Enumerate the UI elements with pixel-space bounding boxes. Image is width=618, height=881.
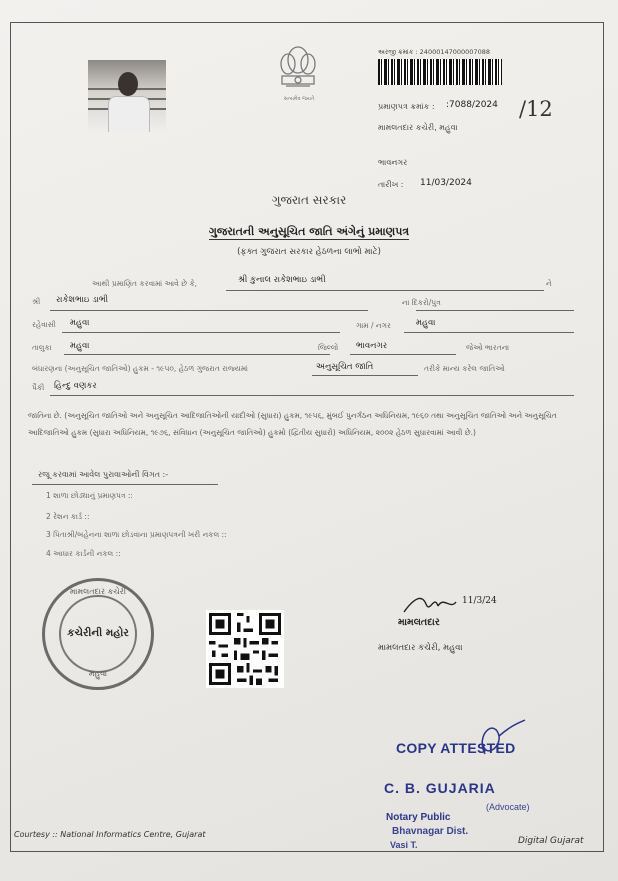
seal-top-text: મામલતદાર કચેરી [69,587,127,596]
evidence-item: 4 આધાર કાર્ડની નકલ :: [46,549,121,558]
officer-office: મામલતદાર કચેરી, મહુવા [378,643,463,653]
barcode [378,59,502,85]
certify-prefix: આથી પ્રમાણિત કરવામાં આવે છે કે, [92,279,198,288]
district-label: જિલ્લો [318,343,339,352]
notary-title: Notary Public [386,812,451,823]
constitution-suffix: તરીકે માન્ય કરેલ જાતિઓ [424,364,505,373]
notary-name: C. B. GUJARIA [384,780,496,796]
residence-label: રહેવાસી [32,320,56,329]
caste-category: અનુસૂચિત જાતિ [316,362,374,372]
copy-attested-stamp: COPY ATTESTED [396,740,516,756]
notary-role: (Advocate) [486,802,530,812]
notary-location: Bhavnagar Dist. [392,826,469,837]
footer-courtesy: Courtesy :: National Informatics Centre, Gujarat [14,830,206,839]
issuing-district: ભાવનગર [378,158,408,167]
district: ભાવનગર [356,341,388,351]
application-number: અરજી ક્રમાંક : 24000147000007088 [378,48,490,56]
father-name: રાકેશભાઇ ડાભી [56,295,109,305]
evidence-title: રજૂ કરવામાં આવેલ પુરાવાઓની વિગત :- [38,470,169,479]
which-label: જેઓ ભારતના [466,343,510,352]
evidence-item: 1 શાળા છોડ્યાનું પ્રમાણપત્ર :: [46,491,133,500]
taluka-label: તાલુકા [32,343,52,352]
certificate-title: ગુજરાતની અનુસૂચિત જાતિ અંગેનું પ્રમાણપત્ર [208,225,410,238]
seal-bottom-text: મહુવા [88,669,108,678]
legal-paragraph: જાતિના છે. (અનુસૂચિત જાતિઓ અને અનુસૂચિત આદિજાતિઓની યાદીઓ (સુધારા) હુકમ, ૧૯૫૬, મુંબઈ પુનર્ગઠન અધિનિયમ, ૧૯૬૦ તથા અનુસૂચિત જાતિઓ અને અનુસૂચિત આદિજાતિઓ હુકમ (સુધારા અધિનિયમ, ૧૯૭૬, સંવિધાન (અનુસૂચિત જાતિઓ) હુકમો (દ્વિતીય સુધારો) અધિનિયમ, ૨૦૦૨ હેઠળ સુધારવામાં આવી છે.) [28,411,557,437]
village: મહુવા [416,318,436,328]
applicant-photo [88,60,166,132]
evidence-item: 3 પિતાશ્રી/બહેનના શાળા છોડવાના પ્રમાણપત્રની ખરી નકલ :: [46,530,227,539]
date-label: તારીખ : [378,180,404,189]
qr-code [206,610,284,688]
residence: મહુવા [70,318,90,328]
applicant-name: શ્રી કુનાલ રાકેશભાઇ ડાભી [238,275,326,285]
footer-brand: Digital Gujarat [518,836,584,846]
constitution-prefix: બંધારણના (અનુસૂચિત જાતિઓ) હુકમ - ૧૯૫૦, હેઠળ ગુજરાત રાજ્યમાં [32,364,248,373]
certificate-number: :7088/2024 [446,100,498,110]
issue-date: 11/03/2024 [420,178,472,188]
taluka: મહુવા [70,341,90,351]
applicant-suffix: ને [546,279,552,288]
signature-date: 11/3/24 [462,596,497,606]
emblem-caption: સત્યમેવ જયતે [283,96,315,102]
government-title: ગુજરાત સરકાર [271,193,347,207]
evidence-item: 2 રેશન કાર્ડ :: [46,512,90,521]
office-seal [42,578,154,690]
certificate-subtitle: (ફક્ત ગુજરાત સરકાર હેઠળના લાભો માટે) [237,247,381,257]
caste-label: પૈકી [32,383,45,392]
notary-location-2: Vasi T. [390,840,418,850]
issuing-office: મામલતદાર કચેરી, મહુવા [378,123,458,132]
caste: હિન્દુ વણકર [54,381,97,391]
relation-label: ના દિકરો/પુત્ર [402,298,441,307]
handwritten-number: /12 [519,97,553,121]
village-label: ગામ / નગર [356,321,391,330]
seal-center-text: કચેરીની મહોર [67,627,129,639]
officer-title: મામલતદાર [398,617,440,628]
certificate-number-label: પ્રમાણપત્ર ક્રમાંક : [378,102,435,111]
shri-label: શ્રી [32,297,41,306]
